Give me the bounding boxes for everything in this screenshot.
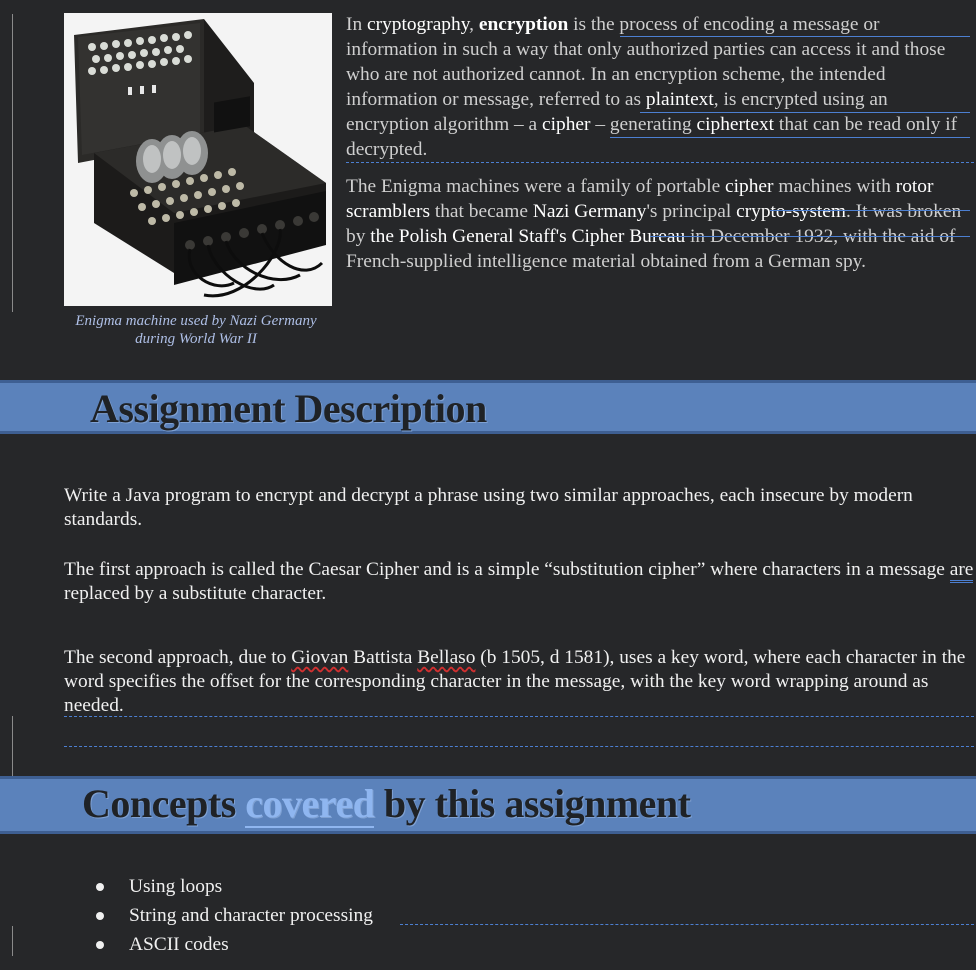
list-item: ASCII codes [96,930,373,959]
text-run: Battista [348,647,418,668]
link-cryptography[interactable]: cryptography [367,14,470,35]
concepts-list [96,872,373,959]
text-run: that became [430,201,533,222]
list-item: Using loops [96,872,373,901]
description-paragraph-2 [64,558,974,606]
intro-paragraph-2 [346,174,971,274]
link-cipher[interactable]: cipher [542,114,591,135]
enigma-machine-image [64,13,332,306]
text-run: in December 1932, with the aid of French-supplied intelligence material obtained from a German spy. [346,226,956,272]
link-nazi-germany[interactable]: Nazi Germany [532,201,647,222]
revision-line [620,36,970,37]
text-run: , [469,14,479,35]
link-ciphertext[interactable]: ciphertext [696,114,775,135]
figure-caption-line1: Enigma machine used by Nazi Germany [75,313,317,329]
revision-word-covered[interactable]: covered [245,781,375,826]
section-title-assignment: Assignment Description [90,386,487,431]
spelling-flag-bellaso[interactable]: Bellaso [417,647,476,668]
text-run: , is encrypted using an encryption algorithm – a [346,89,888,135]
figure-caption-line2: during World War II [135,331,257,347]
section-title-part: Concepts [82,781,246,826]
revision-line [770,210,970,211]
link-rotor[interactable]: rotor [895,176,934,197]
revision-line [640,112,970,113]
change-bar-top [12,14,13,312]
revision-line [400,924,974,925]
text-run: 's principal [646,201,737,222]
description-text-2 [64,558,974,606]
grammar-flag-are[interactable]: are [950,559,974,583]
text-run: (b 1505, d 1581), uses a key word, where each character in the word specifies the offset for the corresponding character in the message, with the key word wrapping around as needed. [64,647,966,716]
figure-caption [56,312,336,348]
description-paragraph-3 [64,646,974,718]
spelling-flag-giovan[interactable]: Giovan [291,647,349,668]
section-title-part: by this assignment [374,781,691,826]
text-run: The second approach, due to [64,647,292,668]
change-bar-bottom [12,926,13,956]
text-run: The Enigma machines were a family of portable [346,176,726,197]
description-paragraph-1 [64,484,974,532]
text-run: . It was broken by [346,201,962,247]
text-run: In [346,14,368,35]
link-cipher-bureau[interactable]: the Polish General Staff's Cipher Bureau [370,226,686,247]
intro-text [346,12,971,286]
text-run: replaced by a substitute character. [64,583,327,604]
text-run: that can be read only if decrypted. [346,114,958,160]
text-run: is the process of encoding a message or information in such a way that only authorized parties can access it and those who are not authorized cannot. In an encryption scheme, the intended information or message, referred to as [346,14,946,110]
revision-line [650,236,970,237]
description-text-1: Write a Java program to encrypt and decrypt a phrase using two similar approaches, each insecure by modern standards. [64,485,913,530]
link-cipher-2[interactable]: cipher [725,176,774,197]
link-crypto-system[interactable]: crypto-system [736,201,846,222]
section-title-concepts [82,780,690,828]
revision-line [64,716,974,717]
list-item: String and character processing [96,901,373,930]
revision-line [610,137,970,138]
text-run: – generating [590,114,697,135]
revision-line [346,162,974,163]
link-scramblers[interactable]: scramblers [346,201,430,222]
text-run: The first approach is called the Caesar Cipher and is a simple “substitution cipher” where characters in a message [64,559,950,580]
text-run: machines with [773,176,896,197]
description-text-3 [64,646,974,718]
intro-paragraph-1 [346,12,971,162]
term-encryption: encryption [478,14,569,35]
link-plaintext[interactable]: plaintext [645,89,714,110]
revision-line [64,746,974,747]
